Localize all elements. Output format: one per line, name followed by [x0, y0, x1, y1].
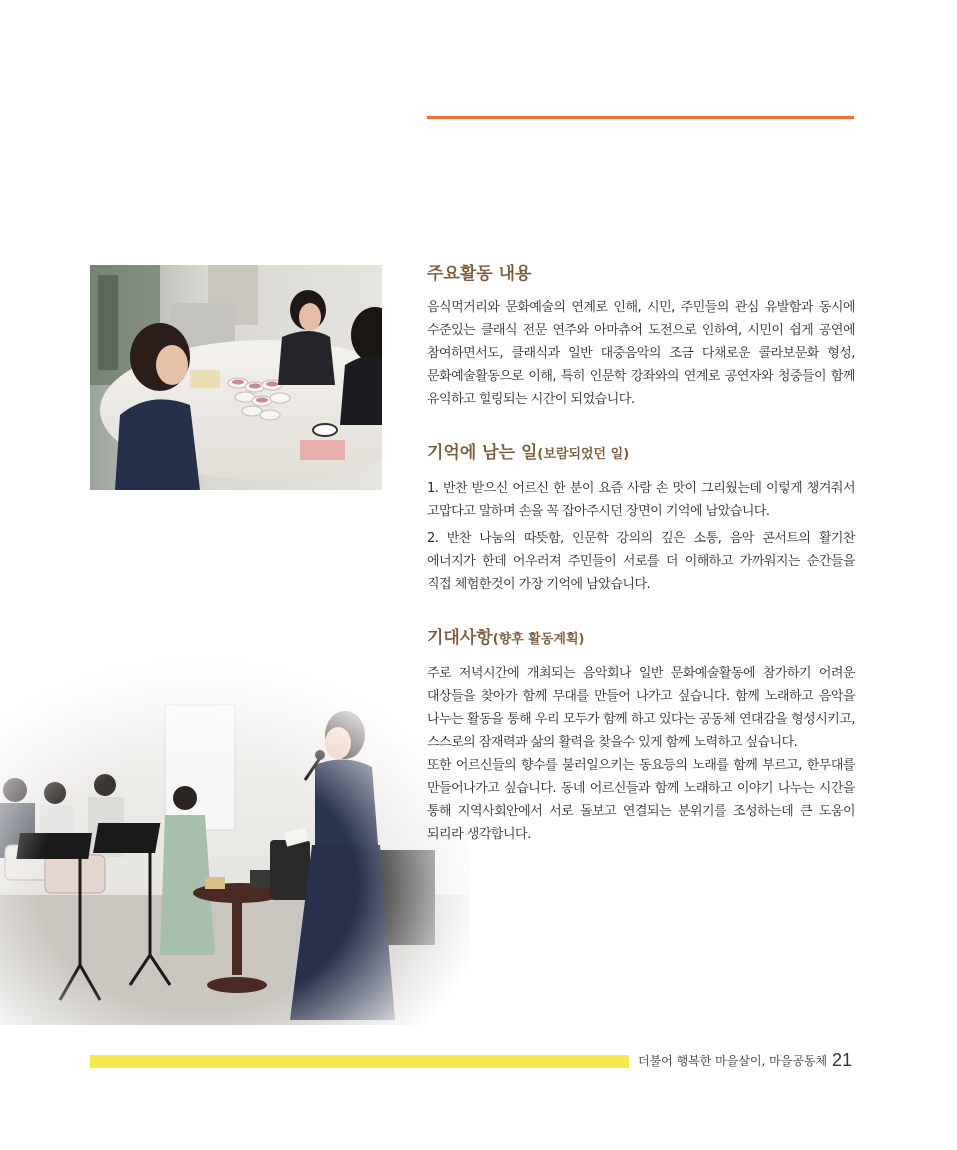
section-subtitle: (향후 활동계획) [492, 632, 585, 647]
expectations-paragraph: 주로 저녁시간에 개최되는 음악회나 일반 문화예술활동에 참가하기 어려운 대상들을 찾아가 함께 무대를 만들어 나가고 싶습니다. 함께 노래하고 음악을 나누는 활동을 통해 우리 모두가 함께 하고 있다는 공동체 연대감을 형성시키고, 스스로의 잠재력과 삶의 활력을 찾을수 있게 함께 노력하고 싶습니다. [427, 666, 855, 750]
section-title-memorable [427, 441, 855, 467]
section-subtitle: (보람되었던 일) [537, 447, 630, 462]
side-dish-preparation-photo [90, 265, 382, 490]
section-title-main-activities [427, 262, 855, 286]
section-body-main-activities: 음식먹거리와 문화예술의 연계로 인해, 시민, 주민들의 관심 유발함과 동시에 수준있는 클래식 전문 연주와 아마츄어 도전으로 인하여, 시민이 쉽게 공연에 참여하면서도, 클래식과 일반 대중음악의 조금 다채로운 콜라보문화 형성, 문화예술활동으로 이해, 특히 인문학 강좌와의 연계로 공연자와 청중들이 함께 유익하고 힐링되는 시간이 되었습니다. [427, 300, 855, 407]
memorable-item: 2. 반찬 나눔의 따뜻함, 인문학 강의의 깊은 소통, 음악 콘서트의 활기찬 에너지가 한데 어우러져 주민들이 서로를 더 이해하고 가까워지는 순간들을 직접 체험한것이 가장 기억에 남았습니다. [427, 531, 855, 592]
main-content [427, 262, 855, 846]
top-accent-rule [427, 116, 854, 119]
footer-yellow-bar [90, 1055, 629, 1068]
expectations-paragraph: 또한 어르신들의 향수를 불러일으키는 동요등의 노래를 함께 부르고, 한무대를 만들어나가고 싶습니다. 동네 어르신들과 함께 노래하고 이야기 나누는 시간을 통해 지역사회안에서 서로 돌보고 연결되는 분위기를 조성하는데 큰 도움이 되리라 생각합니다. [427, 758, 855, 842]
section-title-expectations [427, 626, 855, 652]
section-memorable [427, 441, 855, 596]
page-number: 21 [832, 1050, 853, 1070]
section-main-activities [427, 262, 855, 411]
section-title-text: 기대사항 [427, 628, 493, 648]
section-title-text: 주요활동 내용 [427, 264, 532, 284]
footer-publication-title: 더불어 행복한 마을살이, 마을공동체 [638, 1054, 828, 1068]
memorable-item: 1. 반찬 받으신 어르신 한 분이 요즘 사람 손 맛이 그리웠는데 이렇게 챙겨줘서 고맙다고 말하며 손을 꼭 잡아주시던 장면이 기억에 남았습니다. [427, 481, 855, 519]
section-expectations [427, 626, 855, 846]
concert-performance-photo [0, 655, 470, 1025]
section-title-text: 기억에 남는 일 [427, 443, 538, 463]
